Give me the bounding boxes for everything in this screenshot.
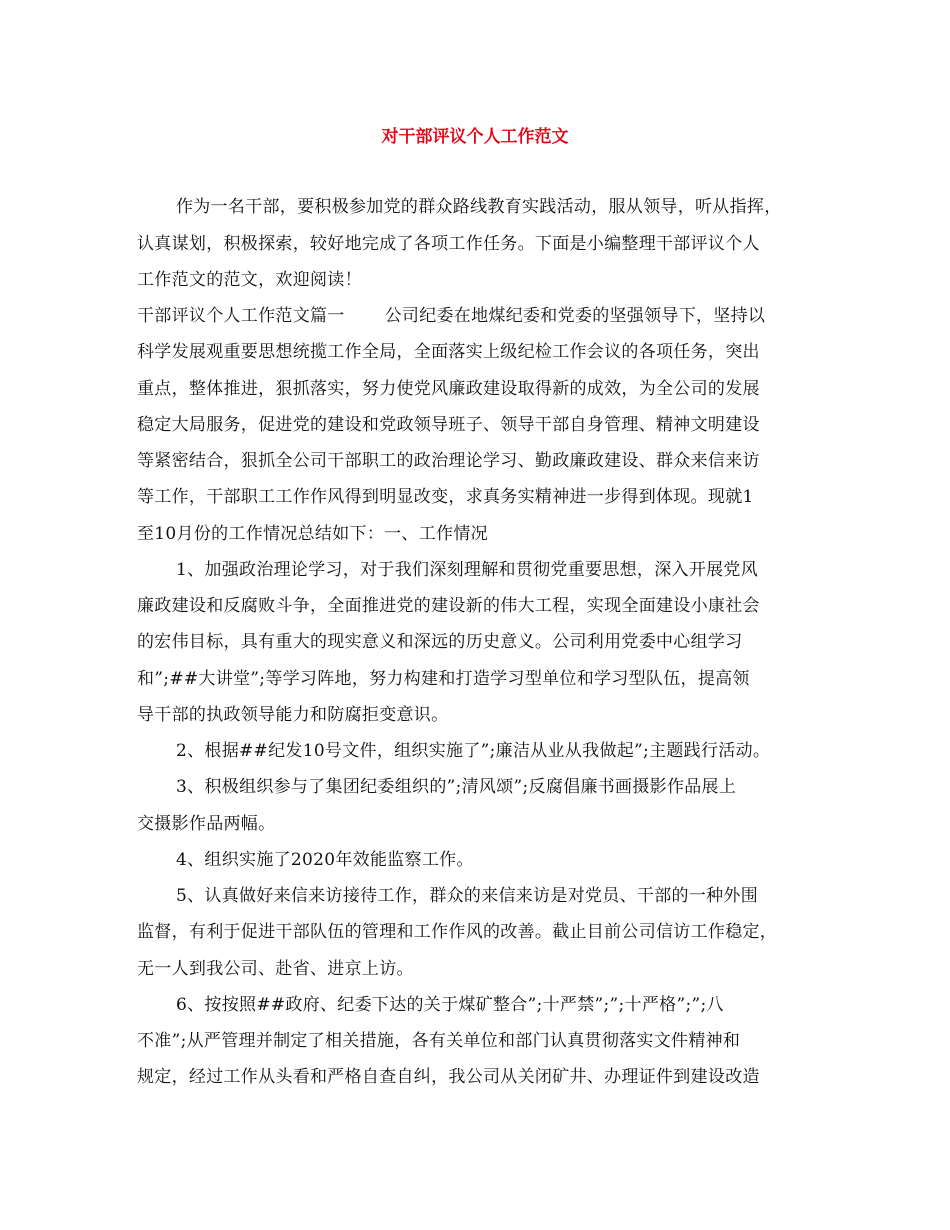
paragraph-line: 重点，整体推进，狠抓落实，努力使党风廉政建设取得新的成效，为全公司的发展 — [137, 379, 760, 399]
paragraph-line: 5、认真做好来信来访接待工作，群众的来信来访是对党员、干部的一种外围 — [176, 886, 759, 906]
section-heading-line — [137, 304, 765, 328]
paragraph-line: 不准”;从严管理并制定了相关措施，各有关单位和部门认真贯彻落实文件精神和 — [137, 1031, 741, 1051]
paragraph-line: 和”;##大讲堂”;等学习阵地，努力构建和打造学习型单位和学习型队伍，提高领 — [137, 669, 750, 689]
paragraph-line: 至10月份的工作情况总结如下：一、工作情况 — [137, 524, 488, 544]
paragraph-line: 廉政建设和反腐败斗争，全面推进党的建设新的伟大工程，实现全面建设小康社会 — [137, 596, 760, 616]
paragraph-line: 作为一名干部，要积极参加党的群众路线教育实践活动，服从领导，听从指挥， — [176, 197, 782, 217]
paragraph-line: 4、组织实施了2020年效能监察工作。 — [176, 850, 474, 870]
paragraph-line: 认真谋划，积极探索，较好地完成了各项工作任务。下面是小编整理干部评议个人 — [137, 234, 760, 254]
paragraph-line: 1、加强政治理论学习，对于我们深刻理解和贯彻党重要思想，深入开展党风 — [176, 560, 759, 580]
paragraph-line: 导干部的执政领导能力和防腐拒变意识。 — [137, 705, 449, 725]
paragraph-line: 无一人到我公司、赴省、进京上访。 — [137, 959, 414, 979]
paragraph-line: 科学发展观重要思想统揽工作全局，全面落实上级纪检工作会议的各项任务，突出 — [137, 342, 760, 362]
paragraph-text: 公司纪委在地煤纪委和党委的坚强领导下，坚持以 — [384, 306, 766, 326]
paragraph-line: 等紧密结合，狠抓全公司干部职工的政治理论学习、勤政廉政建设、群众来信来访 — [137, 451, 760, 471]
paragraph-line: 工作范文的范文，欢迎阅读！ — [137, 270, 362, 290]
paragraph-line: 规定，经过工作从头看和严格自查自纠，我公司从关闭矿井、办理证件到建设改造 — [137, 1067, 760, 1087]
paragraph-line: 的宏伟目标，具有重大的现实意义和深远的历史意义。公司利用党委中心组学习 — [137, 632, 743, 652]
paragraph-line: 3、积极组织参与了集团纪委组织的”;清风颂”;反腐倡廉书画摄影作品展上 — [176, 777, 737, 797]
document-title: 对干部评议个人工作范文 — [381, 127, 569, 147]
paragraph-line: 稳定大局服务，促进党的建设和党政领导班子、领导干部自身管理、精神文明建设 — [137, 415, 760, 435]
paragraph-line: 2、根据##纪发10号文件，组织实施了”;廉洁从业从我做起”;主题践行活动。 — [176, 741, 771, 761]
section-heading: 干部评议个人工作范文篇一 — [137, 306, 345, 326]
paragraph-line: 交摄影作品两幅。 — [137, 814, 276, 834]
paragraph-line: 监督，有利于促进干部队伍的管理和工作作风的改善。截止目前公司信访工作稳定， — [137, 922, 778, 942]
paragraph-line: 6、按按照##政府、纪委下达的关于煤矿整合”;十严禁”;”;十严格”;”;八 — [176, 995, 724, 1015]
paragraph-line: 等工作，干部职工工作作风得到明显改变，求真务实精神进一步得到体现。现就1 — [137, 487, 754, 507]
